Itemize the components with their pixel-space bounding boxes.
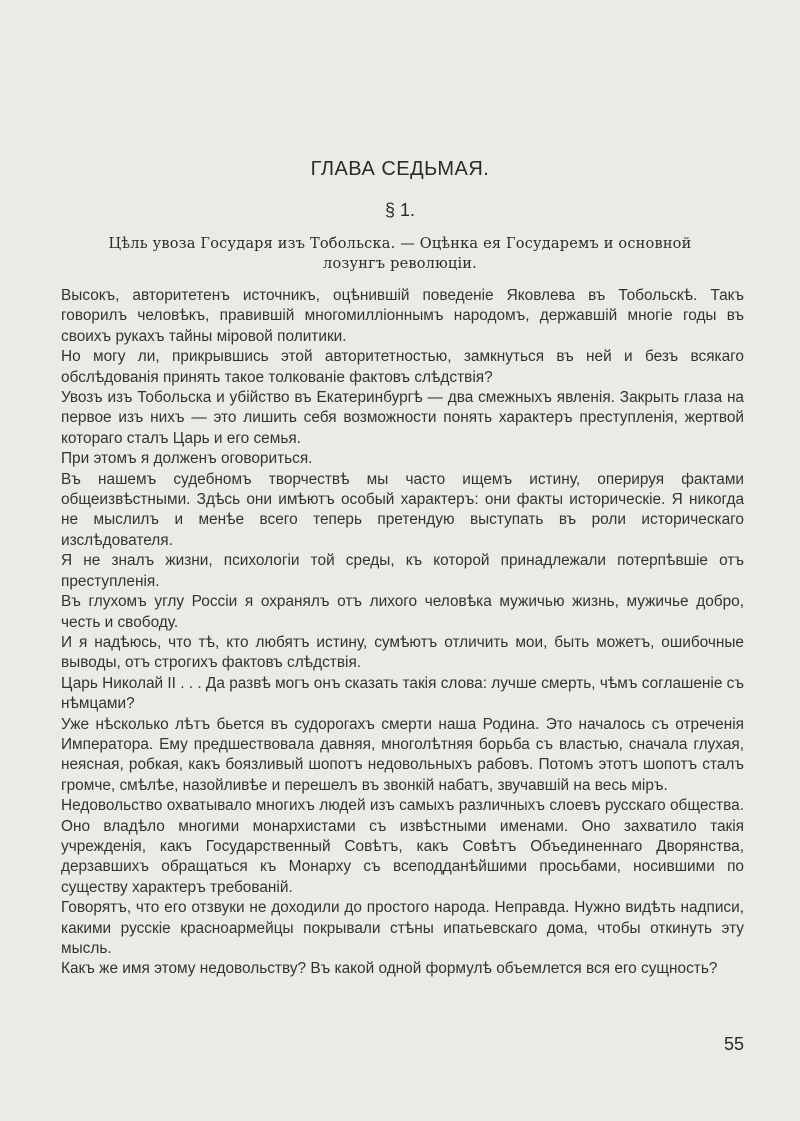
paragraph: Я не зналъ жизни, психологіи той среды, къ которой принадлежали потерпѣвшіе отъ преступленія.	[61, 552, 744, 590]
paragraph: Царь Николай II . . . Да развѣ могъ онъ сказать такія слова: лучше смерть, чѣмъ соглашеніе съ нѣмцами?	[61, 674, 744, 713]
subtitle-line-2: лозунгъ революціи.	[323, 256, 477, 272]
paragraph: Но могу ли, прикрывшись этой авторитетностью, замкнуться въ ней и безъ всякаго обслѣдованія принять такое толкованіе фактовъ слѣдствія?	[61, 348, 744, 386]
section-subtitle	[60, 234, 740, 274]
subtitle-line-1: Цѣль увоза Государя изъ Тобольска. — Оцѣнка ея Государемъ и основной	[108, 236, 692, 252]
paragraph: Въ нашемъ судебномъ творчествѣ мы часто ищемъ истину, оперируя фактами общеизвѣстными. Здѣсь они имѣютъ особый характеръ: они факты историческіе. Я никогда не мыслилъ и менѣе всего теперь претендую выступать въ роли историческаго изслѣдователя.	[61, 470, 744, 549]
paragraph: И я надѣюсь, что тѣ, кто любятъ истину, сумѣютъ отличить мои, быть можетъ, ошибочные выводы, отъ строгихъ фактовъ слѣдствія.	[61, 633, 744, 672]
paragraph: Говорятъ, что его отзвуки не доходили до простого народа. Неправда. Нужно видѣть надписи, какими русскіе красноармейцы покрывали стѣны ипатьевскаго дома, чтобы откинуть эту мысль.	[61, 899, 744, 957]
paragraph: Какъ же имя этому недовольству? Въ какой одной формулѣ объемлется вся его сущность?	[61, 960, 718, 978]
paragraph: Недовольство охватывало многихъ людей изъ самыхъ различныхъ слоевъ русскаго общества. Оно владѣло многими монархистами съ извѣстными именами. Оно захватило такія учрежденія, какъ Государственный Совѣтъ, какъ Совѣтъ Объединеннаго Дворянства, дерзавшихъ обращаться къ Монарху съ всеподданѣйшими просьбами, носившими по существу характеръ требованій.	[61, 797, 744, 896]
paragraph: Увозъ изъ Тобольска и убійство въ Екатеринбургѣ — два смежныхъ явленія. Закрыть глаза на первое изъ нихъ — это лишить себя возможности понять характеръ преступленія, жертвой котораго сталъ Царь и его семья.	[61, 389, 744, 447]
paragraph: Въ глухомъ углу Россіи я охранялъ отъ лихого человѣка мужичью жизнь, мужичье добро, честь и свободу.	[61, 593, 744, 631]
paragraph: Высокъ, авторитетенъ источникъ, оцѣнившій поведеніе Яковлева въ Тобольскѣ. Такъ говорилъ человѣкъ, правившій многомилліоннымъ народомъ, державшій многіе годы въ своихъ рукахъ тайны міровой политики.	[61, 287, 744, 345]
paragraph: Уже нѣсколько лѣтъ бьется въ судорогахъ смерти наша Родина. Это началось съ отреченія Императора. Ему предшествовала давняя, многолѣтняя борьба съ властью, сначала глухая, неясная, робкая, какъ боязливый шопотъ недовольныхъ рабовъ. Потомъ этотъ шопотъ сталъ громче, смѣлѣе, назойливѣе и перешелъ въ звонкій набатъ, звучавшій на весь міръ.	[61, 715, 744, 794]
body-text	[61, 286, 744, 980]
chapter-title: ГЛАВА СЕДЬМАЯ.	[310, 158, 490, 180]
paragraph: При этомъ я долженъ оговориться.	[61, 450, 313, 468]
page-number: 55	[723, 1034, 744, 1054]
section-mark: § 1.	[384, 200, 416, 220]
